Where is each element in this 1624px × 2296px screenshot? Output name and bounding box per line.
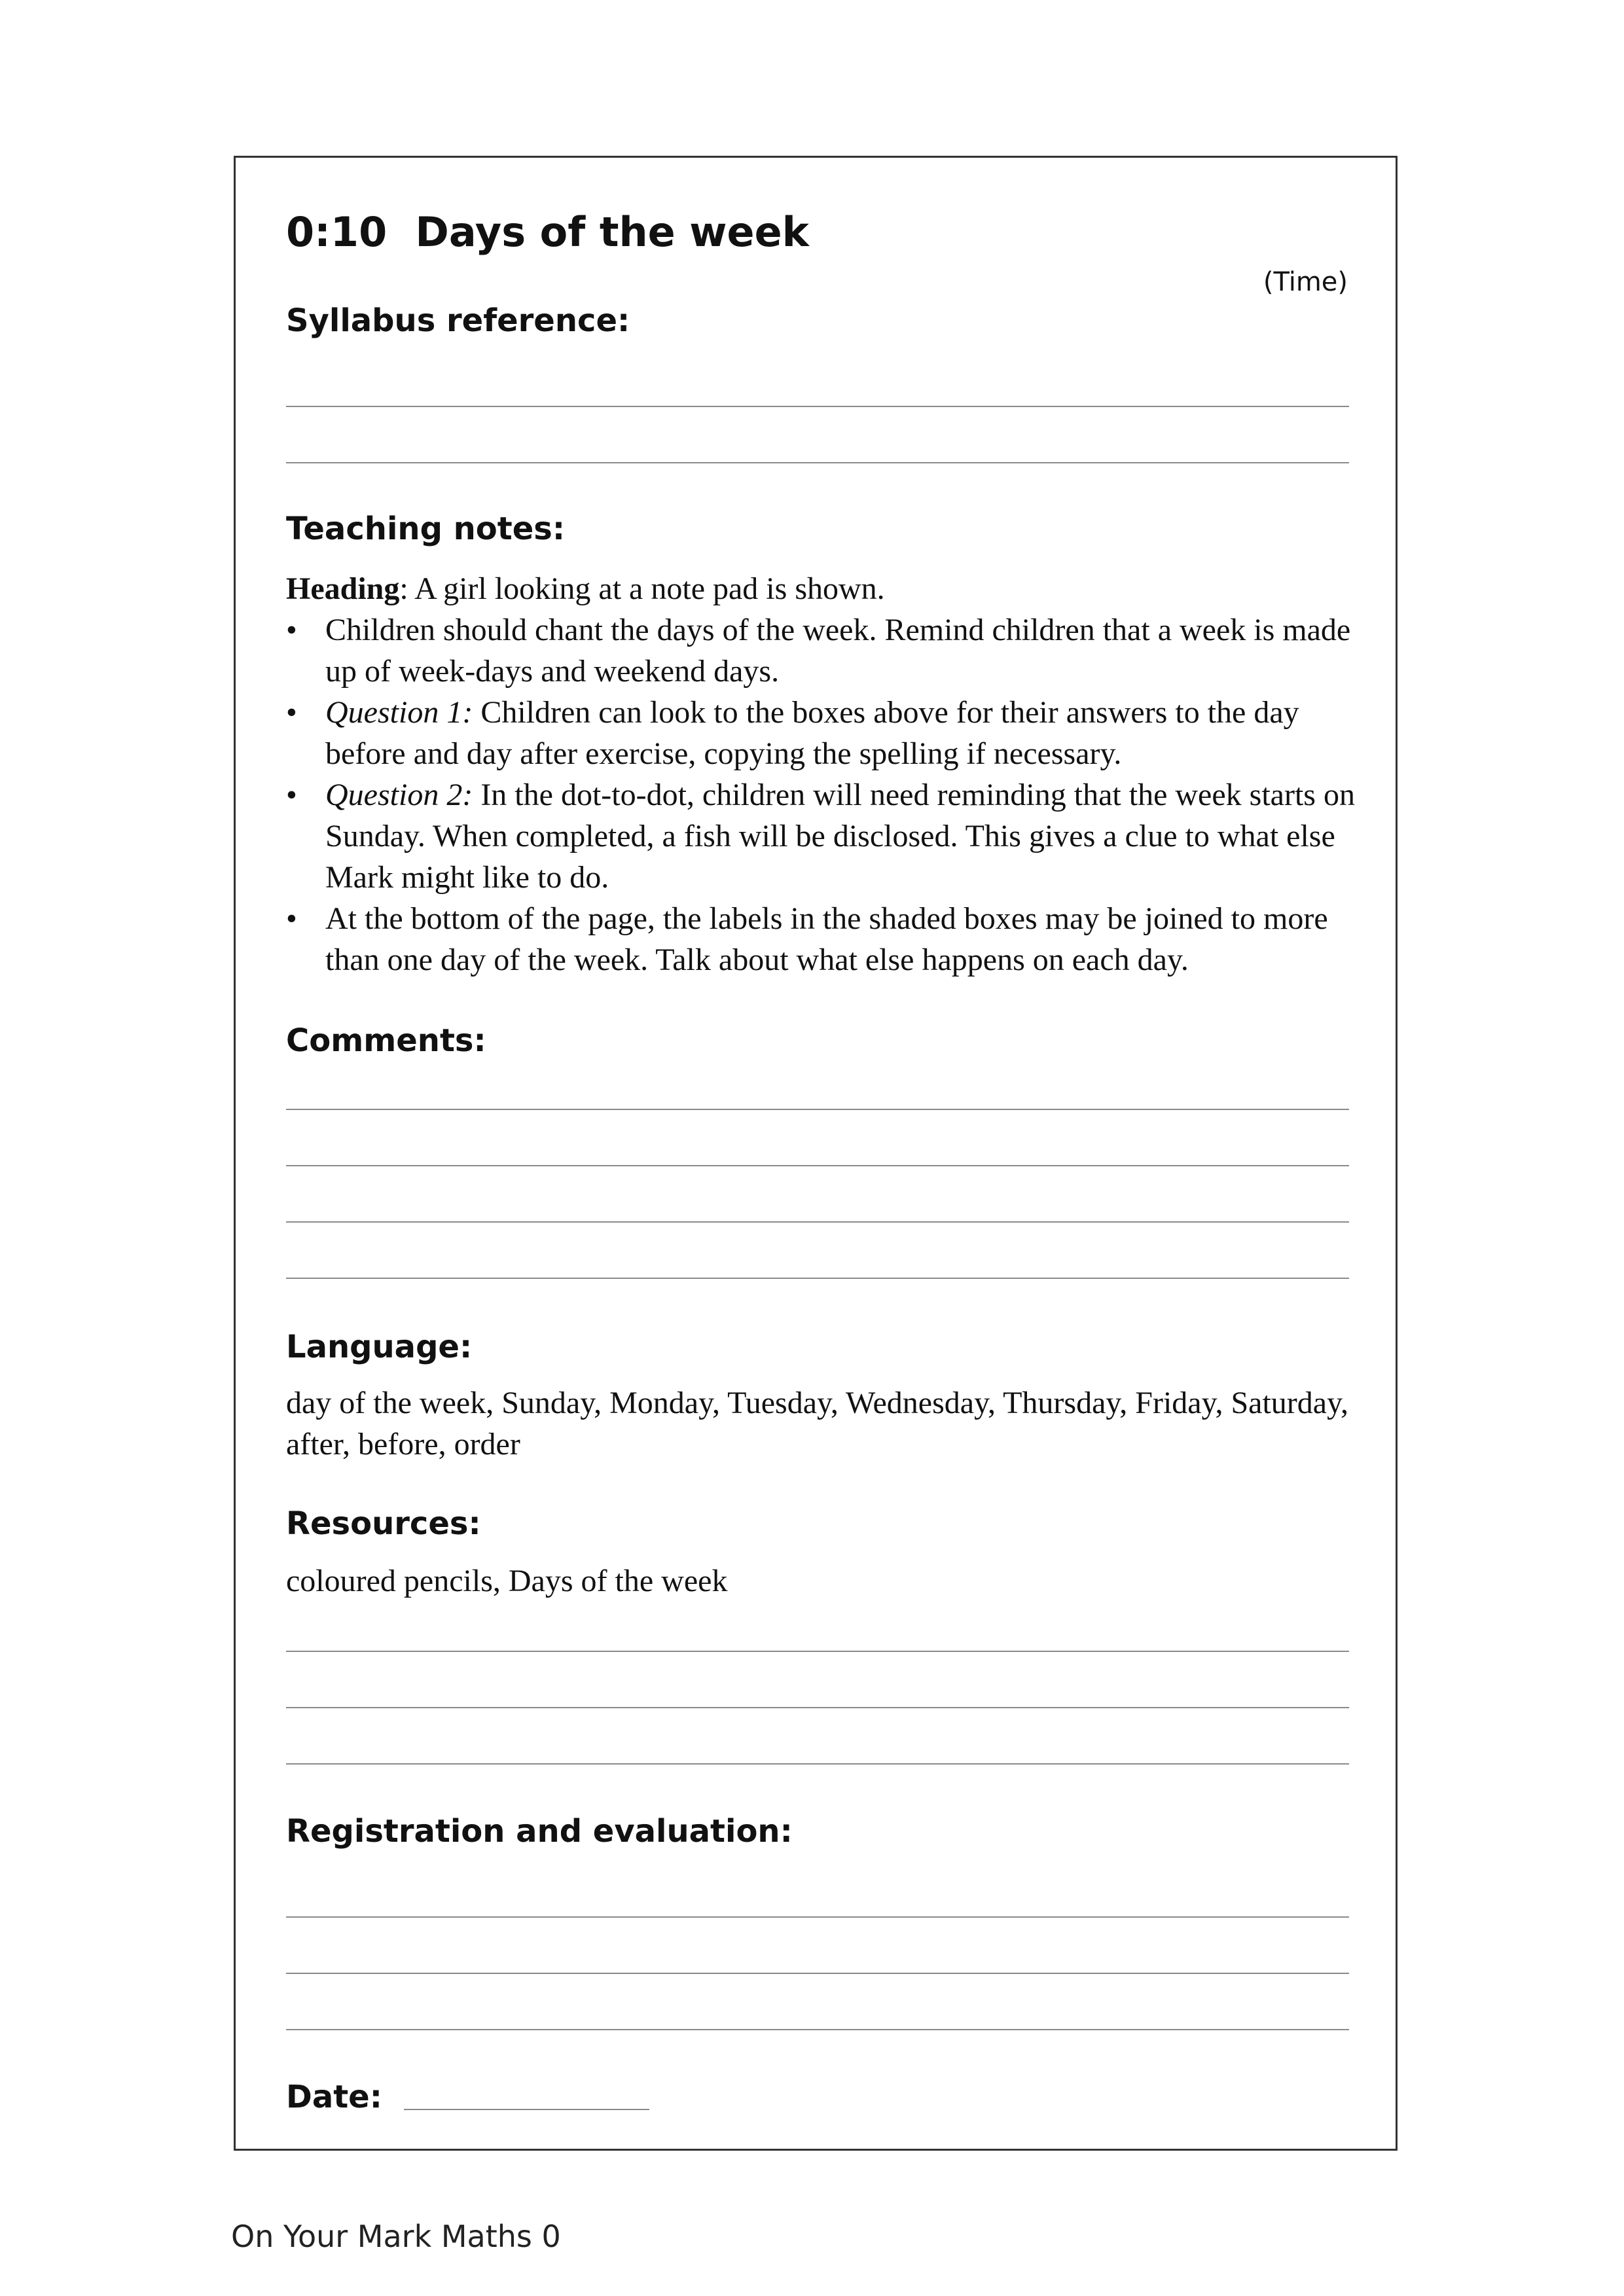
resources-line-2[interactable]	[286, 1707, 1349, 1708]
page-footer: On Your Mark Maths 0	[231, 2219, 561, 2254]
registration-heading: Registration and evaluation:	[286, 1813, 793, 1850]
notes-bullet-2-text: Children can look to the boxes above for their answers to the day before and day after exercise, copying the spelling if necessary.	[325, 695, 1299, 771]
comments-heading: Comments:	[286, 1022, 486, 1059]
syllabus-line-2[interactable]	[286, 462, 1349, 463]
question-2-label: Question 2:	[325, 778, 473, 812]
notes-bullet-2	[286, 692, 1360, 774]
resources-line-3[interactable]	[286, 1763, 1349, 1765]
notes-bullet-3-text: In the dot-to-dot, children will need reminding that the week starts on Sunday. When completed, a fish will be disclosed. This gives a clue to what else Mark might like to do.	[325, 778, 1355, 895]
registration-line-1[interactable]	[286, 1916, 1349, 1918]
syllabus-heading: Syllabus reference:	[286, 302, 630, 339]
page-frame	[234, 156, 1398, 2151]
comments-line-2[interactable]	[286, 1165, 1349, 1166]
resources-heading: Resources:	[286, 1505, 481, 1542]
notes-bullet-3	[286, 774, 1360, 898]
comments-line-4[interactable]	[286, 1278, 1349, 1279]
comments-line-3[interactable]	[286, 1221, 1349, 1223]
time-label: (Time)	[1263, 267, 1348, 297]
syllabus-line-1[interactable]	[286, 406, 1349, 407]
notes-bullet-1-text: Children should chant the days of the week. Remind children that a week is made up of week-days and weekend days.	[325, 613, 1351, 689]
notes-heading-text: : A girl looking at a note pad is shown.	[399, 571, 885, 606]
language-text: day of the week, Sunday, Monday, Tuesday, Wednesday, Thursday, Friday, Saturday, after, before, order	[286, 1386, 1348, 1462]
notes-bullet-4-text: At the bottom of the page, the labels in the shaded boxes may be joined to more than one day of the week. Talk about what else happens on each day.	[325, 901, 1328, 977]
teaching-notes-heading: Teaching notes:	[286, 511, 566, 547]
language-heading: Language:	[286, 1329, 473, 1365]
registration-line-2[interactable]	[286, 1973, 1349, 1974]
question-1-label: Question 1:	[325, 695, 473, 730]
date-field-line[interactable]	[404, 2109, 649, 2110]
registration-line-3[interactable]	[286, 2029, 1349, 2030]
page-title: 0:10 Days of the week	[286, 208, 809, 256]
date-heading: Date:	[286, 2079, 382, 2115]
comments-line-1[interactable]	[286, 1109, 1349, 1110]
notes-bullet-4	[286, 898, 1360, 980]
notes-list	[286, 609, 1360, 980]
resources-line-1[interactable]	[286, 1651, 1349, 1652]
notes-heading-line	[286, 568, 1360, 609]
teaching-notes-body	[286, 568, 1360, 980]
notes-heading-label: Heading	[286, 571, 400, 606]
resources-text: coloured pencils, Days of the week	[286, 1564, 728, 1598]
notes-bullet-1	[286, 609, 1360, 692]
